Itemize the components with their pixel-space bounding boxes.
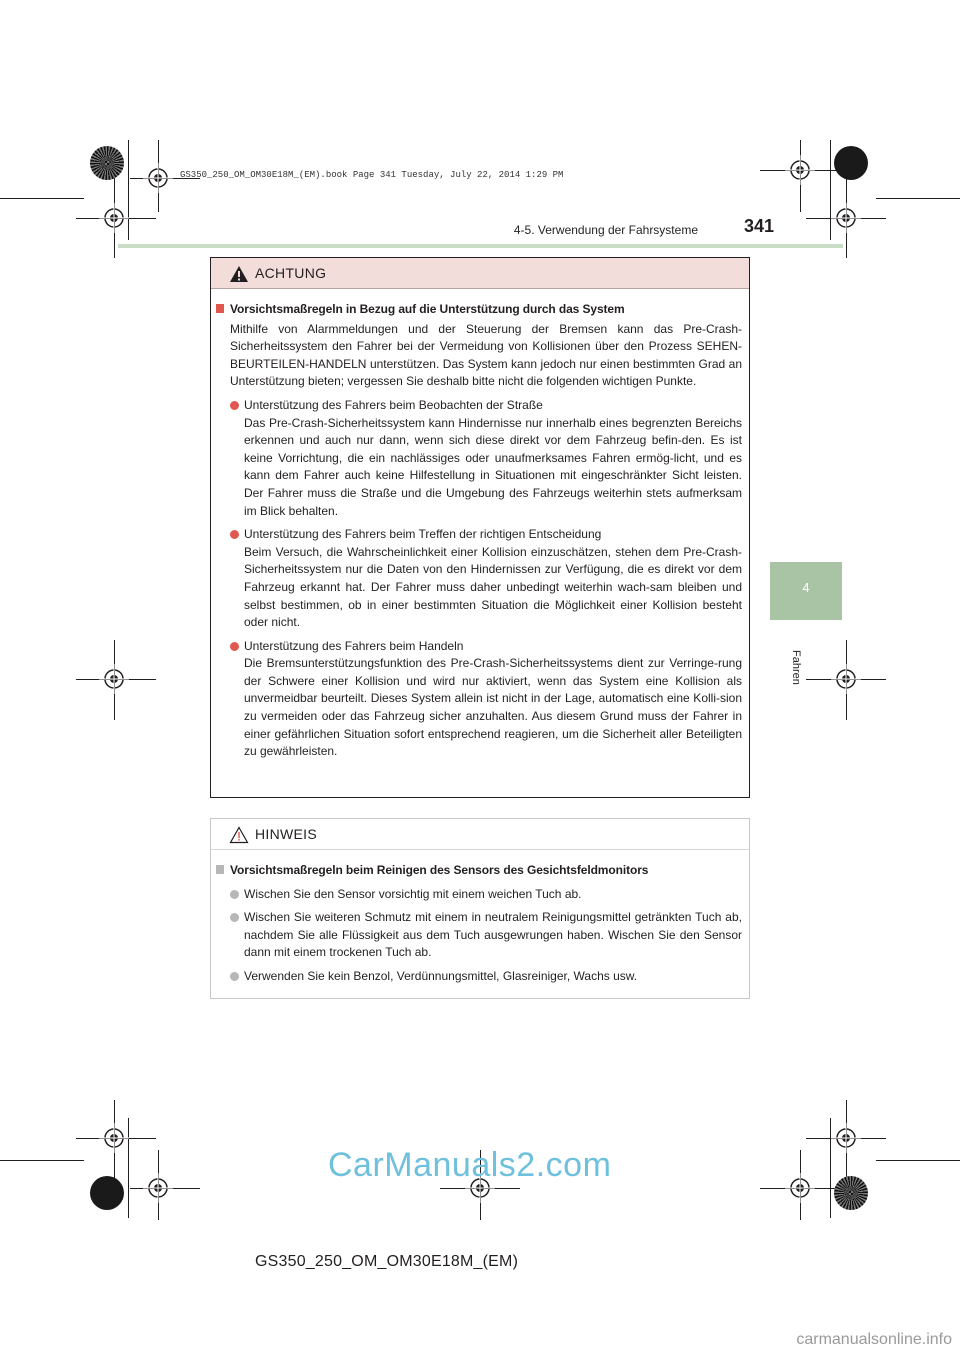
registration-crosshair-icon xyxy=(143,1173,173,1203)
caution-heading-text: Vorsichtsmaßregeln in Bezug auf die Unterstützung durch das System xyxy=(230,302,625,316)
note-body xyxy=(211,850,749,986)
note-box xyxy=(210,818,750,999)
caution-item-text: Das Pre-Crash-Sicherheitssystem kann Hindernisse nur innerhalb eines begrenzten Bereichs erkennen und auch nur dann, wenn sich diese direkt vor dem Fahrzeug befin-den. Es ist keine Vorrichtung, die ein nachlässiges oder unaufmerksames Fahren ermög-licht, und es kann dem Fahrer auch keine Hilfestellung in Situationen mit eingeschränkter Sicht leisten. Der Fahrer muss die Straße und die Umgebung des Fahrzeugs weiterhin stets aufmerksam im Blick behalten. xyxy=(244,415,742,518)
note-title: HINWEIS xyxy=(255,826,317,842)
round-bullet-icon xyxy=(230,530,239,539)
chapter-label: Fahren xyxy=(790,650,802,685)
round-bullet-icon xyxy=(230,913,239,922)
page-number: 341 xyxy=(744,216,775,236)
registration-crosshair-icon xyxy=(785,155,815,185)
caution-item xyxy=(211,526,742,632)
caution-item-text: Beim Versuch, die Wahrscheinlichkeit einer Kollision einzuschätzen, stehen dem Pre-Crash-Sicherheitssystem nur die Daten von den Hindernissen zur Verfügung, die es direkt vor dem Fahrzeug erkannt hat. Der Fahrer muss daher unbedingt weiterhin wach-sam bleiben und selbst bestimmen, ob in einer bestimmten Situation die Möglichkeit einer Kollision besteht oder nicht. xyxy=(244,544,742,630)
section-title: 4-5. Verwendung der Fahrsysteme xyxy=(513,223,698,237)
notice-triangle-icon xyxy=(229,826,249,844)
caution-item-title: Unterstützung des Fahrers beim Treffen der richtigen Entscheidung xyxy=(244,527,602,542)
note-item xyxy=(211,886,742,904)
round-bullet-icon xyxy=(230,401,239,410)
caution-heading xyxy=(211,301,742,319)
registration-disc-icon xyxy=(90,1176,124,1210)
note-heading xyxy=(211,862,742,880)
caution-title: ACHTUNG xyxy=(255,265,327,281)
registration-crosshair-icon xyxy=(831,203,861,233)
note-item-text: Wischen Sie weiteren Schmutz mit einem in neutralem Reinigungsmittel getränkten Tuch ab, nachdem Sie alle Flüssigkeit aus dem Tuch ausgewrungen haben. Wischen Sie den Sensor dann mit einem trockenen Tuch ab. xyxy=(244,910,742,960)
registration-crosshair-icon xyxy=(831,664,861,694)
round-bullet-icon xyxy=(230,642,239,651)
note-item xyxy=(211,909,742,962)
note-heading-text: Vorsichtsmaßregeln beim Reinigen des Sensors des Gesichtsfeldmonitors xyxy=(230,863,649,877)
header-rule xyxy=(118,244,843,248)
caution-intro: Mithilfe von Alarmmeldungen und der Steuerung der Bremsen kann das Pre-Crash-Sicherheitssystem den Fahrer bei der Vermeidung von Kollisionen über den Prozess SEHEN-BEURTEILEN-HANDELN unterstützen. Das System kann jedoch nur einen bestimmten Grad an Unterstützung bieten; vergessen Sie deshalb bitte nicht die folgenden wichtigen Punkte. xyxy=(230,321,742,389)
caution-item xyxy=(211,397,742,520)
caution-item-text: Die Bremsunterstützungsfunktion des Pre-Crash-Sicherheitssystems dient zur Verringe-rung der Schwere einer Kollision und wird nur aktiviert, wenn das System eine Kollision als unvermeidbar beurteilt. Dieses System allein ist nicht in der Lage, automatisch eine Kolli-sion zu vermeiden oder das Fahrzeug sicher anzuhalten. Aus diesem Grund muss der Fahrer in einer gefährlichen Situation sofort entsprechend reagieren, um die Sicherheit aller Beteiligten zu gewährleisten. xyxy=(244,656,742,759)
round-bullet-icon xyxy=(230,890,239,899)
registration-crosshair-icon xyxy=(99,664,129,694)
caution-item-title: Unterstützung des Fahrers beim Beobachten der Straße xyxy=(244,397,543,412)
registration-crosshair-icon xyxy=(831,1123,861,1153)
print-info-line: GS350_250_OM_OM30E18M_(EM).book Page 341 Tuesday, July 22, 2014 1:29 PM xyxy=(180,170,564,180)
registration-disc-icon xyxy=(834,1176,868,1210)
watermark-carmanuals2: CarManuals2.com xyxy=(328,1146,612,1184)
watermark-carmanualsonline: carmanualsonline.info xyxy=(796,1331,952,1348)
note-item-text: Wischen Sie den Sensor vorsichtig mit einem weichen Tuch ab. xyxy=(244,886,582,901)
registration-crosshair-icon xyxy=(99,1123,129,1153)
registration-disc-icon xyxy=(90,146,124,180)
square-bullet-icon xyxy=(216,865,224,874)
caution-item xyxy=(211,638,742,761)
registration-crosshair-icon xyxy=(143,163,173,193)
registration-disc-icon xyxy=(834,146,868,180)
caution-box xyxy=(210,257,750,798)
registration-crosshair-icon xyxy=(785,1173,815,1203)
caution-body xyxy=(211,289,749,761)
caution-item-title: Unterstützung des Fahrers beim Handeln xyxy=(244,638,464,653)
registration-crosshair-icon xyxy=(99,203,129,233)
note-box-header xyxy=(211,819,749,850)
chapter-number: 4 xyxy=(802,580,810,595)
caution-box-header xyxy=(211,258,749,289)
note-item-text: Verwenden Sie kein Benzol, Verdünnungsmittel, Glasreiniger, Wachs usw. xyxy=(244,968,638,983)
round-bullet-icon xyxy=(230,972,239,981)
note-item xyxy=(211,968,742,986)
square-bullet-icon xyxy=(216,304,224,313)
warning-triangle-icon xyxy=(229,265,249,283)
document-code: GS350_250_OM_OM30E18M_(EM) xyxy=(255,1253,519,1270)
